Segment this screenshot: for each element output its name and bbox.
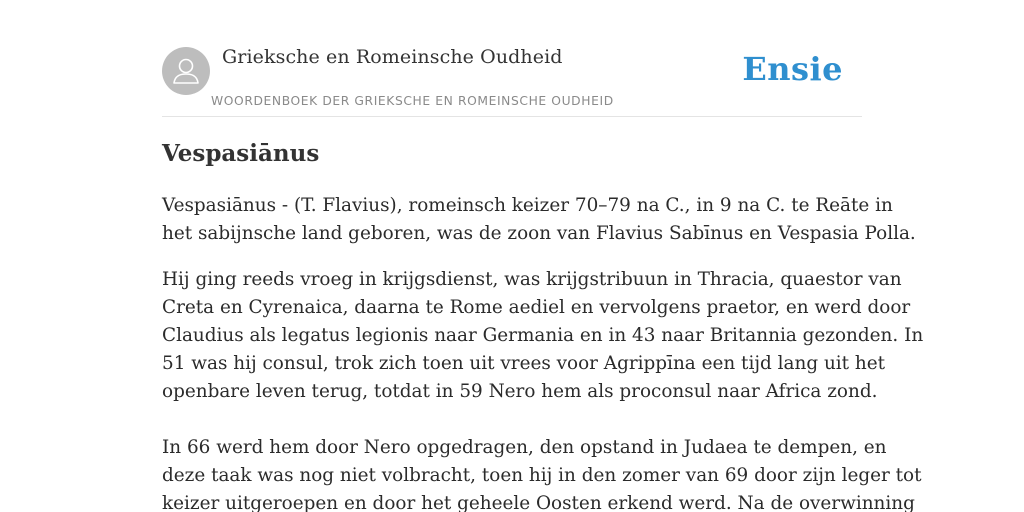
paragraph-line: deze taak was nog niet volbracht, toen hij in den zomer van 69 door zijn leger tot [162,465,922,486]
user-icon [162,47,210,95]
paragraph-line: Creta en Cyrenaica, daarna te Rome aediel en vervolgens praetor, en werd door [162,297,911,318]
article-paragraph [162,434,922,512]
brand-logo[interactable]: Ensie [742,50,843,88]
site-header [162,44,862,117]
paragraph-line: 51 was hij consul, trok zich toen uit vrees voor Agrippīna een tijd lang uit het [162,353,886,374]
site-title[interactable]: Grieksche en Romeinsche Oudheid [222,46,563,68]
avatar[interactable] [162,47,210,95]
paragraph-line: In 66 werd hem door Nero opgedragen, den opstand in Judaea te dempen, en [162,437,887,458]
page-title: Vespasiānus [162,140,320,167]
site-subtitle: WOORDENBOEK DER GRIEKSCHE EN ROMEINSCHE OUDHEID [211,94,614,108]
article [162,136,924,512]
article-paragraph [162,192,916,248]
paragraph-line: Hij ging reeds vroeg in krijgsdienst, was krijgstribuun in Thracia, quaestor van [162,269,902,290]
paragraph-line: Vespasiānus - (T. Flavius), romeinsch keizer 70–79 na C., in 9 na C. te Reāte in [162,195,893,216]
paragraph-line: Claudius als legatus legionis naar Germania en in 43 naar Britannia gezonden. In [162,325,924,346]
paragraph-line: keizer uitgeroepen en door het geheele Oosten erkend werd. Na de overwinning [162,493,915,512]
paragraph-line: het sabijnsche land geboren, was de zoon van Flavius Sabīnus en Vespasia Polla. [162,223,916,244]
paragraph-line: openbare leven terug, totdat in 59 Nero hem als proconsul naar Africa zond. [162,381,878,402]
article-paragraph [162,266,924,406]
